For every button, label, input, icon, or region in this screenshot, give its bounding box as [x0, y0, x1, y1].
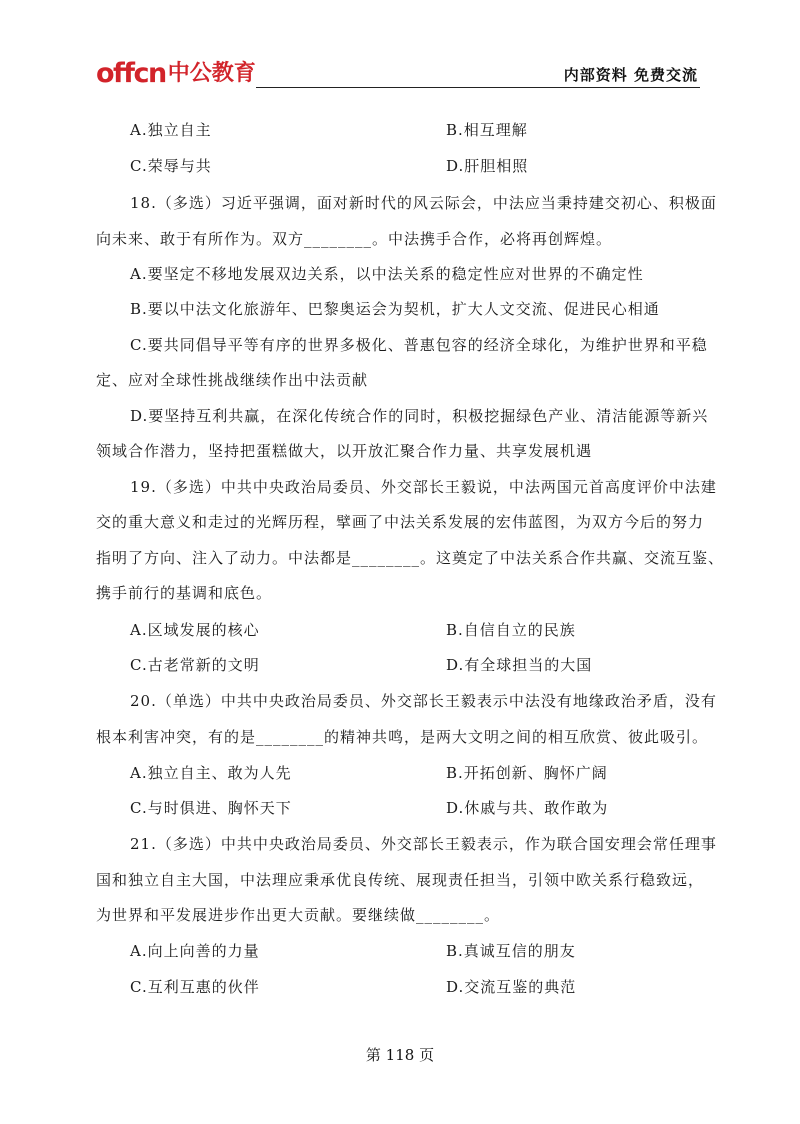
- q18-option-c-line-1: C.要共同倡导平等有序的世界多极化、普惠包容的经济全球化，为维护世界和平稳: [130, 336, 708, 354]
- q19-option-b: B.自信自立的民族: [446, 621, 576, 639]
- q20-stem-line-1: 20.（单选）中共中央政治局委员、外交部长王毅表示中法没有地缘政治矛盾，没有: [130, 692, 717, 710]
- q21-stem-line-1: 21.（多选）中共中央政治局委员、外交部长王毅表示，作为联合国安理会常任理事: [130, 835, 717, 853]
- q18-option-d-line-2: 领域合作潜力，坚持把蛋糕做大，以开放汇聚合作力量、共享发展机遇: [96, 442, 593, 460]
- q20-option-c: C.与时俱进、胸怀天下: [130, 799, 292, 817]
- q19-stem-line-2: 交的重大意义和走过的光辉历程，擘画了中法关系发展的宏伟蓝图，为双方今后的努力: [96, 513, 705, 531]
- q21-stem-line-2: 国和独立自主大国，中法理应秉承优良传统、展现责任担当，引领中欧关系行稳致远，: [96, 871, 705, 889]
- logo-en-text: offcn: [96, 58, 166, 89]
- q21-option-b: B.真诚互信的朋友: [446, 942, 576, 960]
- q20-stem-line-2: 根本利害冲突，有的是________的精神共鸣，是两大文明之间的相互欣赏、彼此吸引。: [96, 728, 709, 746]
- q20-option-a: A.独立自主、敢为人先: [130, 764, 292, 782]
- q19-stem-line-3: 指明了方向、注入了动力。中法都是________。这奠定了中法关系合作共赢、交流互鉴、: [96, 549, 725, 567]
- q18-stem-line-1: 18.（多选）习近平强调，面对新时代的风云际会，中法应当秉持建交初心、积极面: [130, 194, 717, 212]
- page-number: 第 118 页: [365, 1046, 435, 1064]
- q17-option-a: A.独立自主: [130, 121, 212, 139]
- page-header: [96, 58, 700, 90]
- q20-option-b: B.开拓创新、胸怀广阔: [446, 764, 608, 782]
- q17-option-b: B.相互理解: [446, 121, 528, 139]
- q18-option-b: B.要以中法文化旅游年、巴黎奥运会为契机，扩大人文交流、促进民心相通: [130, 300, 660, 318]
- q21-option-a: A.向上向善的力量: [130, 942, 260, 960]
- q18-stem-line-2: 向未来、敢于有所作为。双方________。中法携手合作，必将再创辉煌。: [96, 230, 613, 248]
- offcn-logo: [96, 58, 256, 88]
- q18-option-a: A.要坚定不移地发展双边关系，以中法关系的稳定性应对世界的不确定性: [130, 265, 644, 283]
- q19-option-c: C.古老常新的文明: [130, 656, 260, 674]
- q17-option-d: D.肝胆相照: [446, 157, 529, 175]
- q19-stem-line-1: 19.（多选）中共中央政治局委员、外交部长王毅说，中法两国元首高度评价中法建: [130, 478, 717, 496]
- q21-stem-line-3: 为世界和平发展进步作出更大贡献。要继续做________。: [96, 906, 501, 924]
- q20-option-d: D.休戚与共、敢作敢为: [446, 799, 609, 817]
- header-right-text: 内部资料 免费交流: [563, 66, 698, 84]
- q18-option-d-line-1: D.要坚持互利共赢，在深化传统合作的同时，积极挖掘绿色产业、清洁能源等新兴: [130, 407, 709, 425]
- q19-option-a: A.区域发展的核心: [130, 621, 260, 639]
- q21-option-d: D.交流互鉴的典范: [446, 978, 577, 996]
- logo-cn-text: 中公教育: [167, 61, 256, 86]
- q21-option-c: C.互利互惠的伙伴: [130, 978, 260, 996]
- q17-option-c: C.荣辱与共: [130, 157, 212, 175]
- q19-option-d: D.有全球担当的大国: [446, 656, 593, 674]
- q18-option-c-line-2: 定、应对全球性挑战继续作出中法贡献: [96, 371, 369, 389]
- header-rule: [256, 87, 700, 88]
- q19-stem-line-4: 携手前行的基调和底色。: [96, 584, 273, 602]
